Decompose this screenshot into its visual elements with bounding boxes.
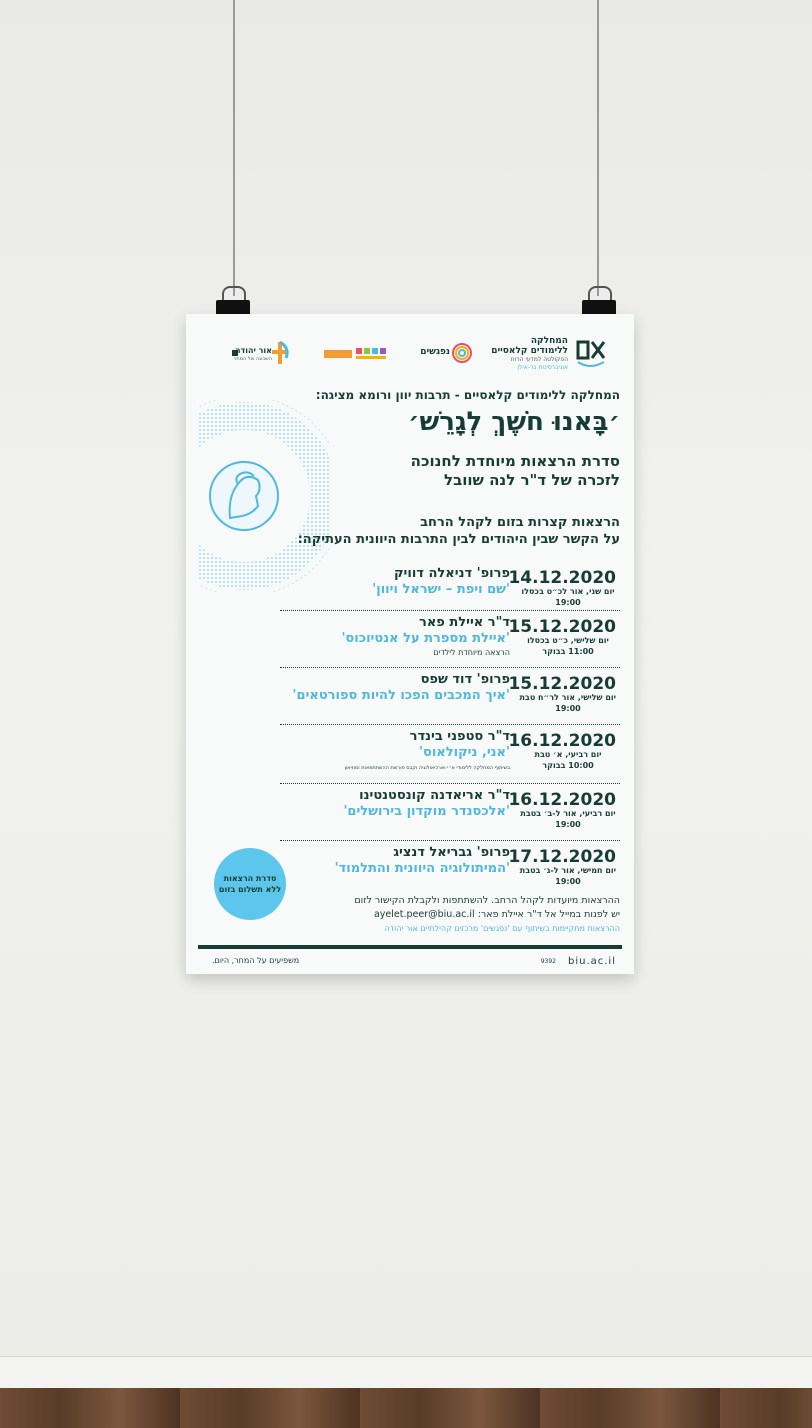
lecture-speaker: ד"ר סטפני בינדר: [409, 729, 510, 744]
lecture-title: 'שם ויפת – ישראל ויוון': [372, 582, 510, 597]
lecture-day: יום רביעי, א׳ טבת: [534, 750, 602, 759]
biu-line-3: הפקולטה למדעי הרוח: [510, 356, 568, 363]
logo-strip: [200, 332, 620, 372]
bar-ilan-logo-icon: [574, 338, 606, 368]
lecture-title: 'איילת מספרת על אנטיוכוס': [341, 631, 510, 646]
lecture-list: [280, 562, 620, 893]
free-zoom-badge: [214, 848, 286, 920]
lecture-note: בשיתוף המחלקה ללימודי א״י וארכיאולוגיה וקבס פורשת ההשתתפאות ומוזיאון: [344, 765, 510, 771]
lecture-time: 11:00 בבוקר: [542, 647, 594, 656]
website-url: biu.ac.il: [567, 956, 616, 967]
lecture-day: יום רביעי, אור ל-ב׳ בטבת: [520, 809, 616, 818]
lecture-day: יום שלישי, אור לר״ח טבת: [519, 693, 616, 702]
biu-line-2: ללימודים קלאסיים: [491, 346, 568, 356]
lecture-time: 19:00: [555, 877, 581, 886]
biu-line-1: המחלקה: [530, 336, 568, 346]
colorful-community-icon: [322, 346, 390, 362]
footnote-line-3: ההרצאות מתקיימות בשיתוף עם 'נפגשים' מרכזים קהילתיים אור יהודה: [384, 924, 620, 933]
description-line-1: הרצאות קצרות בזום לקהל הרחב: [420, 515, 620, 530]
badge-line-2: ללא תשלום בזום: [218, 885, 282, 894]
lecture-speaker: ד"ר אריאדנה קונסטנטינו: [359, 788, 510, 803]
poster: [186, 314, 634, 974]
lecture-title: 'איך המכבים הפכו להיות ספורטאים': [292, 688, 510, 703]
lecture-date: 16.12.2020: [508, 731, 616, 751]
series-description: [298, 514, 620, 548]
footnote-line-1: ההרצאות מיועדות לקהל הרחב. להשתתפות ולקבלת הקישור לזום: [354, 895, 620, 906]
registration-info: [354, 894, 620, 936]
lecture-day: יום חמישי, אור ל-ג׳ בטבת: [519, 866, 616, 875]
lecture-time: 19:00: [555, 820, 581, 829]
lecture-date: 15.12.2020: [508, 674, 616, 694]
lecture-date: 16.12.2020: [508, 790, 616, 810]
lecture-speaker: פרופ' דוד שפס: [420, 672, 510, 687]
lecture-time: 19:00: [555, 598, 581, 607]
lecture-day: יום שלישי, כ״ט בכסלו: [527, 636, 609, 645]
hanging-wire-right: [597, 0, 599, 296]
lecture-date: 15.12.2020: [508, 617, 616, 637]
lecture-title: 'אני, ניקולאוס': [419, 745, 510, 760]
hanging-wire-left: [233, 0, 235, 296]
slogan: משפיעים על המחר, היום.: [212, 956, 300, 965]
lecture-day: יום שני, אור לכ״ט בכסלו: [521, 587, 615, 596]
subtitle-line-2: לזכרה של ד"ר לנה שוובל: [444, 471, 620, 489]
or-yehuda-subtext: השכונה של המחר: [233, 356, 272, 362]
description-line-2: על הקשר שבין היהודים לבין התרבות היוונית העתיקה:: [297, 532, 620, 547]
lecture-time: 10:00 בבוקר: [542, 761, 594, 770]
lecture-speaker: פרופ' דניאלה דוויק: [393, 566, 510, 581]
lecture-item: [280, 611, 620, 668]
lecture-title: 'המיתולוגיה היוונית והתלמוד': [334, 861, 510, 876]
lecture-speaker: ד"ר איילת פאר: [419, 615, 510, 630]
lecture-speaker: פרופ' גבריאל דנציג: [393, 845, 510, 860]
lecture-title: 'אלכסנדר מוקדון בירושלים': [343, 804, 510, 819]
lecture-item: [280, 725, 620, 784]
print-code: 9392: [540, 958, 556, 965]
subtitle-line-1: סדרת הרצאות מיוחדת לחנוכה: [410, 452, 620, 470]
biu-line-4: אוניברסיטת בר-אילן: [517, 364, 568, 371]
nefagshim-logo-text: נפגשים: [420, 347, 450, 357]
lecture-item: [280, 784, 620, 841]
footnote-contact-email: יש לפנות במייל אל ד"ר איילת פאר: ayelet.peer@biu.ac.il: [373, 909, 620, 920]
lecture-note: הרצאה מיוחדת לילדים: [433, 648, 510, 657]
presenter-intro: המחלקה ללימודים קלאסיים - תרבות יוון ורומא מציגה:: [315, 388, 620, 402]
wooden-floor: [0, 1388, 812, 1428]
lecture-time: 19:00: [555, 704, 581, 713]
lecture-item: [280, 562, 620, 611]
lecture-item: [280, 841, 620, 893]
lecture-date: 17.12.2020: [508, 847, 616, 867]
badge-line-1: סדרת הרצאות: [223, 874, 277, 883]
lecture-item: [280, 668, 620, 725]
nefagshim-logo: [420, 342, 472, 364]
poster-title: ׳בָּאנוּ חֹשֶׁךְ לְגָרֵשׁ׳: [408, 407, 620, 437]
or-yehuda-text: אור יהודה: [235, 346, 272, 355]
or-yehuda-logo: [230, 338, 294, 368]
footer-divider: [198, 945, 622, 949]
poster-subtitle: [411, 452, 620, 490]
bar-ilan-logo-text: [491, 336, 568, 372]
wall-baseboard: [0, 1356, 812, 1389]
neighborhood-logo: [322, 346, 390, 362]
lecture-date: 14.12.2020: [508, 568, 616, 588]
